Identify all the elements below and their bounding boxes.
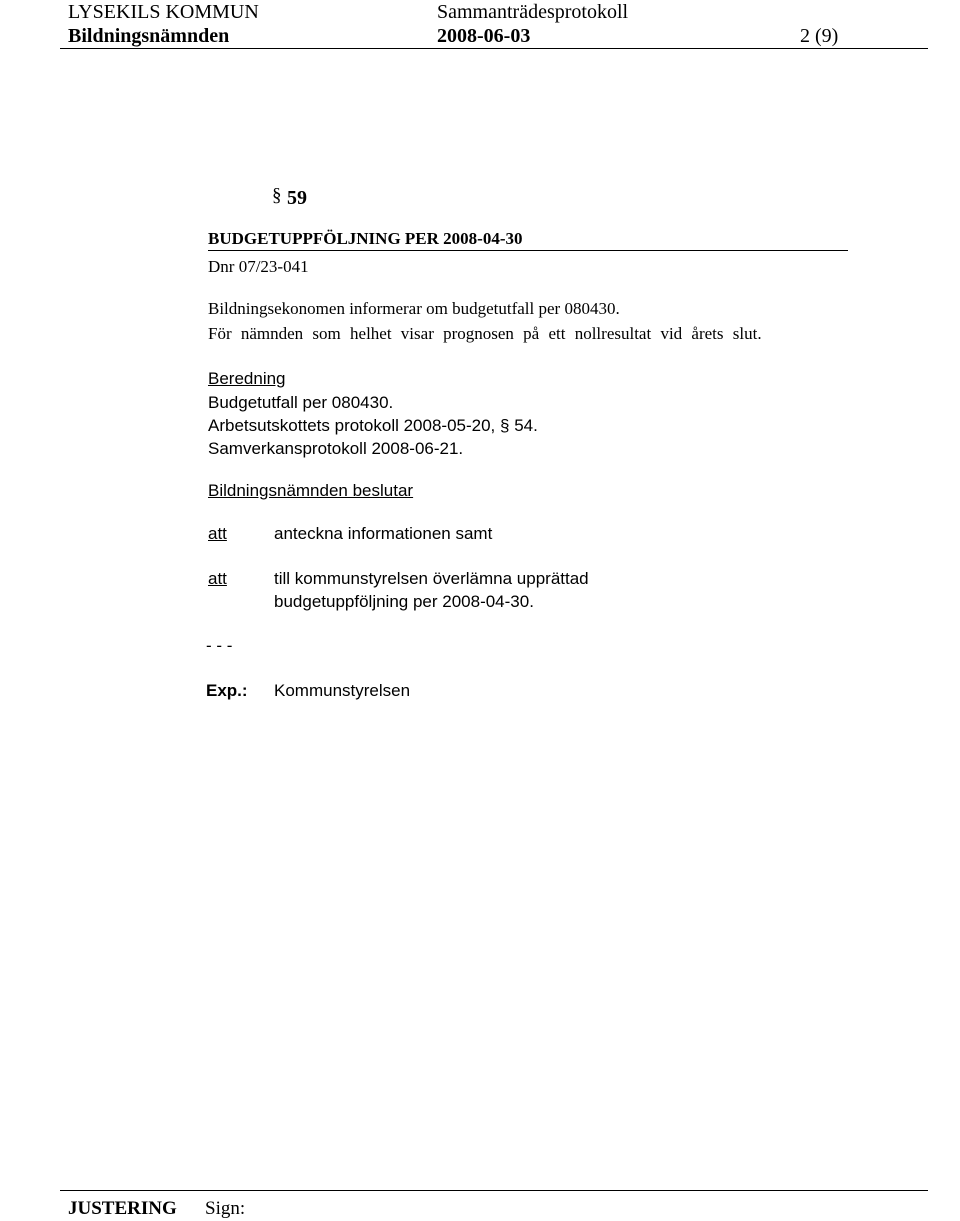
section-title-underline	[208, 228, 848, 251]
header-committee: Bildningsnämnden	[68, 25, 230, 47]
header-document-type: Sammanträdesprotokoll	[437, 1, 629, 23]
section-number-value: 59	[287, 187, 307, 209]
header-date: 2008-06-03	[437, 25, 531, 47]
header-divider	[60, 48, 928, 49]
exp-value: Kommunstyrelsen	[274, 681, 411, 700]
section-number	[272, 182, 307, 212]
beredning-line-2-number: 54.	[509, 416, 538, 435]
section-title: BUDGETUPPFÖLJNING PER 2008-04-30	[208, 229, 523, 248]
exp-label: Exp.:	[206, 681, 248, 700]
beslut-marker-2: att	[208, 569, 227, 588]
footer-justering: JUSTERING	[68, 1198, 177, 1219]
intro-line-1: Bildningsekonomen informerar om budgetutfall per 080430.	[208, 299, 620, 318]
paragraph-symbol: §	[272, 185, 282, 206]
beslut-text-2-line-2: budgetuppföljning per 2008-04-30.	[274, 592, 534, 611]
beredning-line-2	[208, 414, 538, 438]
dnr-line: Dnr 07/23-041	[208, 257, 309, 276]
header-page-number: 2 (9)	[800, 25, 839, 47]
footer-sign: Sign:	[205, 1198, 246, 1219]
footer-divider	[60, 1190, 928, 1191]
beslut-heading: Bildningsnämnden beslutar	[208, 481, 414, 500]
section-separator: - - -	[206, 636, 233, 655]
header-organization: LYSEKILS KOMMUN	[68, 1, 259, 23]
beslut-marker-1: att	[208, 524, 227, 543]
intro-line-2: För nämnden som helhet visar prognosen på ett nollresultat vid årets slut.	[208, 324, 762, 343]
beredning-line-2-text: Arbetsutskottets protokoll 2008-05-20,	[208, 416, 500, 435]
paragraph-symbol: §	[500, 416, 510, 435]
beredning-heading: Beredning	[208, 369, 286, 388]
beslut-text-2-line-1: till kommunstyrelsen överlämna upprättad	[274, 569, 589, 588]
beredning-line-3: Samverkansprotokoll 2008-06-21.	[208, 439, 464, 458]
beredning-line-1: Budgetutfall per 080430.	[208, 393, 394, 412]
beslut-text-1: anteckna informationen samt	[274, 524, 493, 543]
